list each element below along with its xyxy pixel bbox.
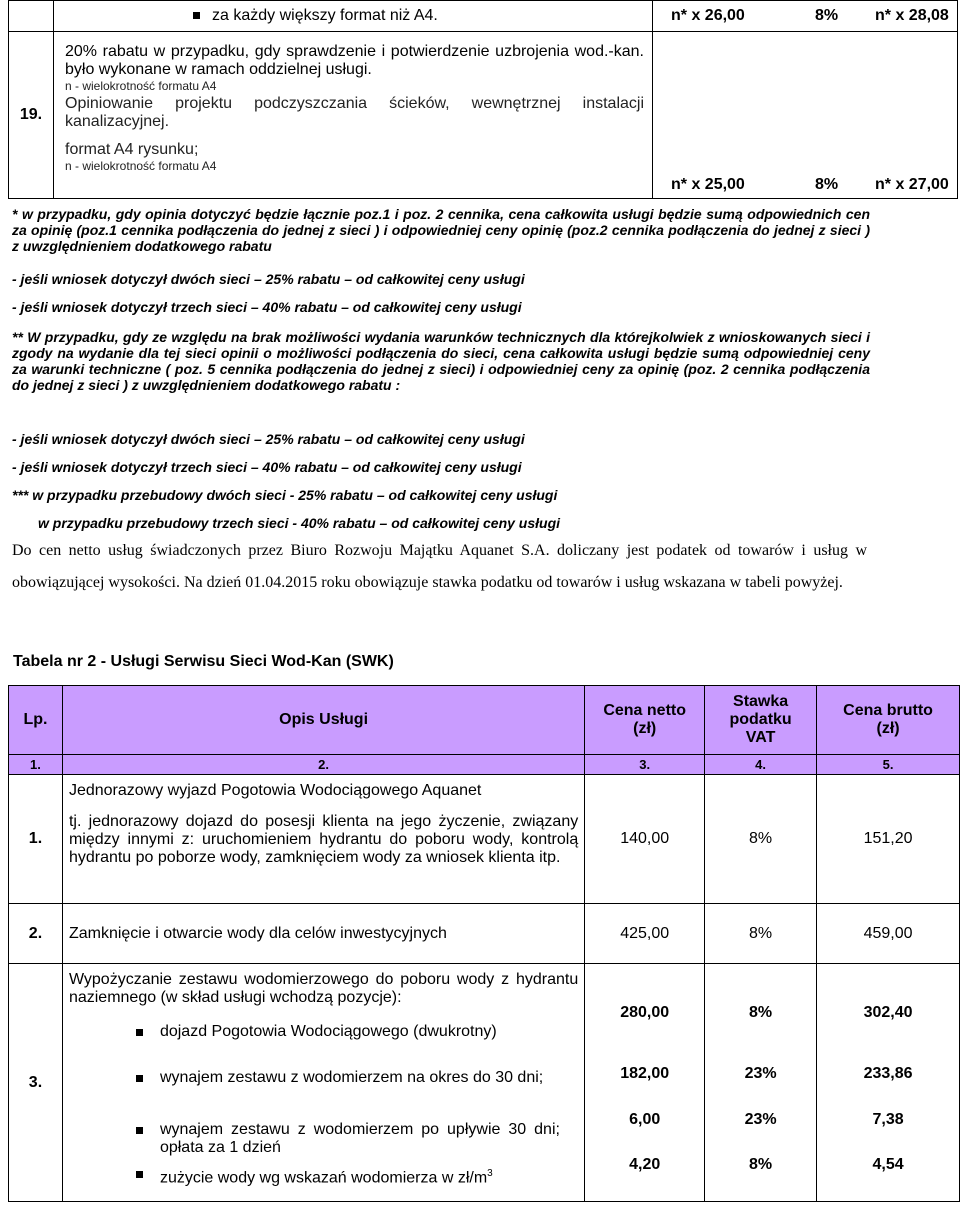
row2-title: Zamknięcie i otwarcie wody dla celów inwestycyjnych (62, 904, 584, 964)
row-tail-text: za każdy większy format niż A4. (212, 7, 438, 24)
row19-gross: n* x 27,00 (875, 176, 949, 193)
header-gross: Cena brutto (zł) (817, 686, 960, 755)
row3-lp: 3. (9, 964, 63, 1202)
note-star1: * w przypadku, gdy opinia dotyczyć będzie łącznie poz.1 i poz. 2 cennika, cena całkowita usługi będzie sumą odpowiednich cen za opinię (poz.1 cennika podłączenia do jednej z sieci ) i odpowiedniej ceny opinię (poz.2 cennika podłączenia do jednej z sieci ) z uwzględnieniem dodatkowego rabatu (12, 206, 870, 254)
bullet-icon (136, 1029, 143, 1036)
row1-lp: 1. (9, 775, 63, 904)
row19-n-note-2: n - wielokrotność formatu A4 (65, 159, 217, 173)
services-table-title: Tabela nr 2 - Usługi Serwisu Sieci Wod-Kan (SWK) (13, 653, 394, 670)
header-lp: Lp. (9, 686, 63, 755)
item4-net: 4,20 (629, 1156, 661, 1173)
table-row (9, 964, 960, 1202)
item3-text: wynajem zestawu z wodomierzem po upływie 30 dni; opłata za 1 dzień (159, 1121, 560, 1156)
item3-vat: 23% (744, 1111, 777, 1128)
row3-net-col (585, 964, 705, 1202)
row1-gross: 151,20 (817, 775, 960, 904)
note-star1-b: - jeśli wniosek dotyczył trzech sieci – 40% rabatu – od całkowitej ceny usługi (12, 299, 522, 315)
row19-net: n* x 25,00 (671, 176, 745, 193)
row2-gross: 459,00 (817, 904, 960, 964)
bullet-icon (136, 1075, 143, 1082)
note-star2-a: - jeśli wniosek dotyczył dwóch sieci – 25% rabatu – od całkowitej ceny usługi (12, 431, 525, 447)
list-item (160, 1165, 580, 1187)
table-row (9, 904, 960, 964)
row19-desc (54, 32, 653, 199)
bullet-icon (193, 12, 200, 19)
note-star3-a: *** w przypadku przebudowy dwóch sieci - 25% rabatu – od całkowitej ceny usługi (12, 487, 558, 503)
item4-sup: 3 (487, 1168, 493, 1179)
table-row (9, 775, 960, 904)
item3-net: 6,00 (629, 1111, 661, 1128)
item2-gross: 233,86 (863, 1065, 913, 1082)
item1-text: dojazd Pogotowia Wodociągowego (dwukrotny) (159, 1023, 497, 1040)
index-3: 3. (585, 755, 705, 775)
row-tail-gross: n* x 28,08 (875, 7, 949, 24)
index-2: 2. (62, 755, 584, 775)
row-tail-vat: 8% (815, 7, 839, 24)
row3-desc (62, 964, 584, 1202)
item4-text: zużycie wody wg wskazań wodomierza w zł/m (159, 1169, 488, 1187)
row-tail-prices (653, 1, 958, 32)
bullet-icon (136, 1171, 143, 1178)
row19-n-note-1: n - wielokrotność formatu A4 (65, 79, 217, 93)
header-net: Cena netto (zł) (585, 686, 705, 755)
row19-opinion: Opiniowanie projektu podczyszczania ścieków, wewnętrznej instalacji kanalizacyjnej. (65, 95, 644, 130)
item4-vat: 8% (749, 1156, 773, 1173)
row2-vat: 8% (705, 904, 817, 964)
row3-gross-col (817, 964, 960, 1202)
row19-lp: 19. (9, 32, 54, 199)
index-1: 1. (9, 755, 63, 775)
row3-vat-col (705, 964, 817, 1202)
item1-vat: 8% (749, 1004, 773, 1021)
services-table (8, 685, 960, 1202)
index-5: 5. (817, 755, 960, 775)
note-star2-b: - jeśli wniosek dotyczył trzech sieci – 40% rabatu – od całkowitej ceny usługi (12, 459, 522, 475)
row-tail-net: n* x 26,00 (671, 7, 745, 24)
note-star3-b: w przypadku przebudowy trzech sieci - 40% rabatu – od całkowitej ceny usługi (38, 515, 561, 531)
item4-gross: 4,54 (872, 1156, 904, 1173)
row1-details: tj. jednorazowy dojazd do posesji klienta na jego życzenie, związany między innymi z: uruchomieniem hydrantu do poboru wody, kontrolą hydrantu po poborze wody, zamknięciem wody za wniosek klienta itp. (68, 813, 579, 866)
note-star2: ** W przypadku, gdy ze względu na brak możliwości wydania warunków technicznych dla którejkolwiek z wnioskowanych sieci i zgody na wydanie dla tej sieci opinii o możliwości podłączenia do sieci, cena całkowita usługi będzie sumą odpowiedniej ceny za warunki techniczne ( poz. 5 cennika podłączenia do jednej z sieci) i odpowiedniej ceny za opinię (poz. 2 cennika podłączenia do jednej z sieci ) z uwzględnieniem dodatkowego rabatu : (12, 329, 870, 393)
row19-discount: 20% rabatu w przypadku, gdy sprawdzenie i potwierdzenie uzbrojenia wod.-kan. było wykonane w ramach oddzielnej usługi. (65, 43, 644, 78)
pricing-table-top (8, 0, 958, 199)
header-desc: Opis Usługi (62, 686, 584, 755)
bullet-icon (136, 1127, 143, 1134)
item1-net: 280,00 (620, 1004, 670, 1021)
row19-format: format A4 rysunku; (65, 141, 199, 158)
row2-net: 425,00 (585, 904, 705, 964)
item1-gross: 302,40 (863, 1004, 913, 1021)
note-star1-a: - jeśli wniosek dotyczył dwóch sieci – 25% rabatu – od całkowitej ceny usługi (12, 271, 525, 287)
row1-net: 140,00 (585, 775, 705, 904)
list-item (160, 1121, 560, 1157)
row1-title: Jednorazowy wyjazd Pogotowia Wodociągowego Aquanet (68, 782, 482, 799)
row3-title: Wypożyczanie zestawu wodomierzowego do poboru wody z hydrantu naziemnego (w skład usługi wchodzą pozycje): (68, 971, 579, 1006)
row19-vat: 8% (815, 176, 839, 193)
vat-paragraph: Do cen netto usług świadczonych przez Biuro Rozwoju Majątku Aquanet S.A. doliczany jest podatek od towarów i usług w obowiązującej wysokości. Na dzień 01.04.2015 roku obowiązuje stawka podatku od towarów i usług wskazana w tabeli powyżej. (12, 542, 867, 591)
item2-vat: 23% (744, 1065, 777, 1082)
lp-cell-empty (9, 1, 54, 32)
list-item (160, 1023, 560, 1041)
row1-vat: 8% (705, 775, 817, 904)
row19-prices (653, 32, 958, 199)
list-item (160, 1069, 560, 1087)
header-vat: Stawka podatku VAT (705, 686, 817, 755)
item3-gross: 7,38 (872, 1111, 904, 1128)
desc-cell (54, 1, 653, 32)
row2-lp: 2. (9, 904, 63, 964)
item2-text: wynajem zestawu z wodomierzem na okres do 30 dni; (159, 1069, 544, 1086)
item2-net: 182,00 (620, 1065, 670, 1082)
index-4: 4. (705, 755, 817, 775)
row1-desc (62, 775, 584, 904)
